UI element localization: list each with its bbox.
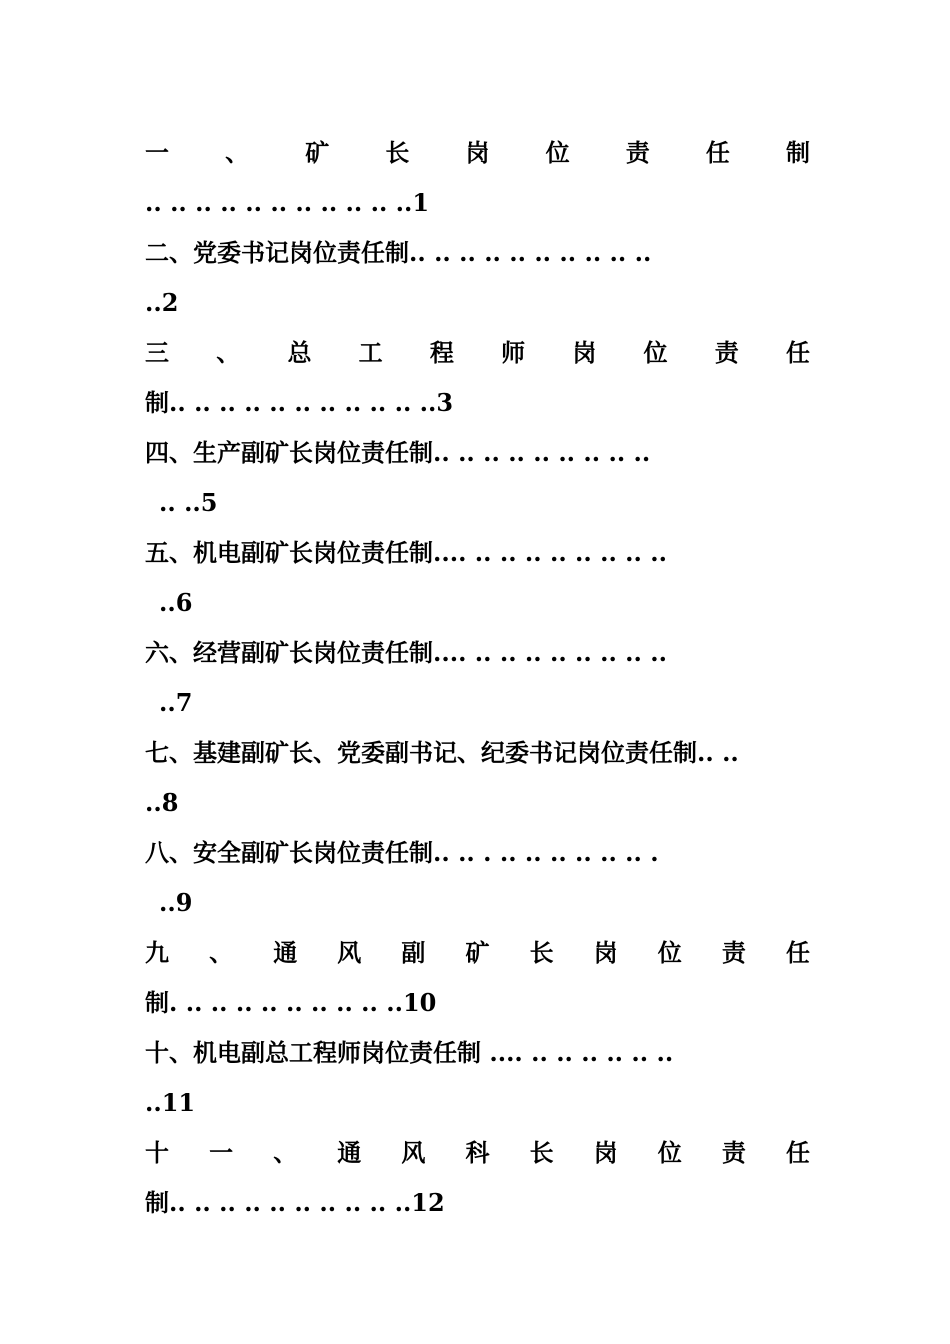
title-glyph: 、 [216, 338, 241, 367]
toc-entry[interactable] [145, 528, 810, 628]
toc-entry-title [145, 1128, 810, 1178]
toc-entry[interactable] [145, 328, 810, 428]
title-glyph: 总 [287, 338, 312, 367]
title-glyph: 、 [273, 1138, 298, 1167]
title-glyph: 位 [545, 138, 570, 167]
title-glyph: 程 [429, 338, 454, 367]
title-glyph: 风 [401, 1138, 426, 1167]
title-glyph: 九 [145, 938, 169, 967]
toc-entry-page-leader: ..7 [159, 688, 193, 717]
title-glyph: 矿 [305, 138, 330, 167]
toc-entry[interactable] [145, 928, 810, 1028]
title-glyph: 责 [721, 938, 746, 967]
toc-entry[interactable] [145, 128, 810, 228]
title-glyph: 师 [501, 338, 526, 367]
toc-entry-page-leader: ..6 [159, 588, 193, 617]
title-glyph: 位 [657, 938, 682, 967]
table-of-contents [145, 128, 810, 1228]
title-glyph: 科 [465, 1138, 490, 1167]
toc-entry[interactable] [145, 1128, 810, 1228]
toc-entry[interactable] [145, 428, 810, 528]
title-glyph: 、 [225, 138, 250, 167]
toc-entry-title: 十、机电副总工程师岗位责任制 .... .. .. .. .. .. .. [145, 1038, 674, 1067]
title-glyph: 制 [786, 138, 810, 167]
title-glyph: 工 [358, 338, 383, 367]
title-glyph: 长 [385, 138, 410, 167]
toc-entry[interactable] [145, 828, 810, 928]
title-glyph: 位 [643, 338, 668, 367]
toc-entry-title [145, 328, 810, 378]
toc-entry-page-leader: 制.. .. .. .. .. .. .. .. .. ..12 [145, 1188, 445, 1217]
toc-entry-title [145, 128, 810, 178]
toc-entry-page-leader: ..2 [145, 288, 179, 317]
toc-entry[interactable] [145, 1028, 810, 1128]
title-glyph: 通 [337, 1138, 362, 1167]
title-glyph: 岗 [593, 1138, 618, 1167]
title-glyph: 长 [529, 938, 554, 967]
title-glyph: 责 [721, 1138, 746, 1167]
title-glyph: 位 [657, 1138, 682, 1167]
title-glyph: 岗 [465, 138, 490, 167]
toc-entry-page-leader: 制. .. .. .. .. .. .. .. .. ..10 [145, 988, 437, 1017]
title-glyph: 一 [209, 1138, 234, 1167]
title-glyph: 十 [145, 1138, 169, 1167]
toc-entry-page-leader: ..9 [159, 888, 193, 917]
toc-entry[interactable] [145, 728, 810, 828]
toc-entry-title: 二、党委书记岗位责任制.. .. .. .. .. .. .. .. .. .. [145, 238, 652, 267]
title-glyph: 任 [705, 138, 730, 167]
title-glyph: 副 [401, 938, 426, 967]
title-glyph: 风 [337, 938, 362, 967]
title-glyph: 任 [785, 938, 810, 967]
toc-entry-title [145, 928, 810, 978]
toc-entry-title: 七、基建副矿长、党委副书记、纪委书记岗位责任制.. .. [145, 738, 739, 767]
toc-entry-title: 五、机电副矿长岗位责任制.... .. .. .. .. .. .. .. .. [145, 538, 667, 567]
toc-entry-page-leader: .. .. .. .. .. .. .. .. .. .. ..1 [145, 188, 430, 217]
title-glyph: 岗 [572, 338, 597, 367]
toc-entry-title: 八、安全副矿长岗位责任制.. .. . .. .. .. .. .. .. . [145, 838, 659, 867]
title-glyph: 任 [785, 1138, 810, 1167]
title-glyph: 长 [529, 1138, 554, 1167]
title-glyph: 责 [625, 138, 650, 167]
title-glyph: 通 [273, 938, 298, 967]
title-glyph: 责 [714, 338, 739, 367]
toc-entry-page-leader: 制.. .. .. .. .. .. .. .. .. .. ..3 [145, 388, 454, 417]
title-glyph: 三 [145, 338, 169, 367]
title-glyph: 矿 [465, 938, 490, 967]
toc-entry-page-leader: .. ..5 [159, 488, 218, 517]
title-glyph: 一 [145, 138, 169, 167]
title-glyph: 任 [785, 338, 810, 367]
title-glyph: 、 [209, 938, 234, 967]
toc-entry-page-leader: ..11 [145, 1088, 196, 1117]
toc-entry[interactable] [145, 228, 810, 328]
toc-entry[interactable] [145, 628, 810, 728]
toc-entry-title: 四、生产副矿长岗位责任制.. .. .. .. .. .. .. .. .. [145, 438, 651, 467]
title-glyph: 岗 [593, 938, 618, 967]
toc-entry-title: 六、经营副矿长岗位责任制.... .. .. .. .. .. .. .. .. [145, 638, 667, 667]
toc-entry-page-leader: ..8 [145, 788, 179, 817]
